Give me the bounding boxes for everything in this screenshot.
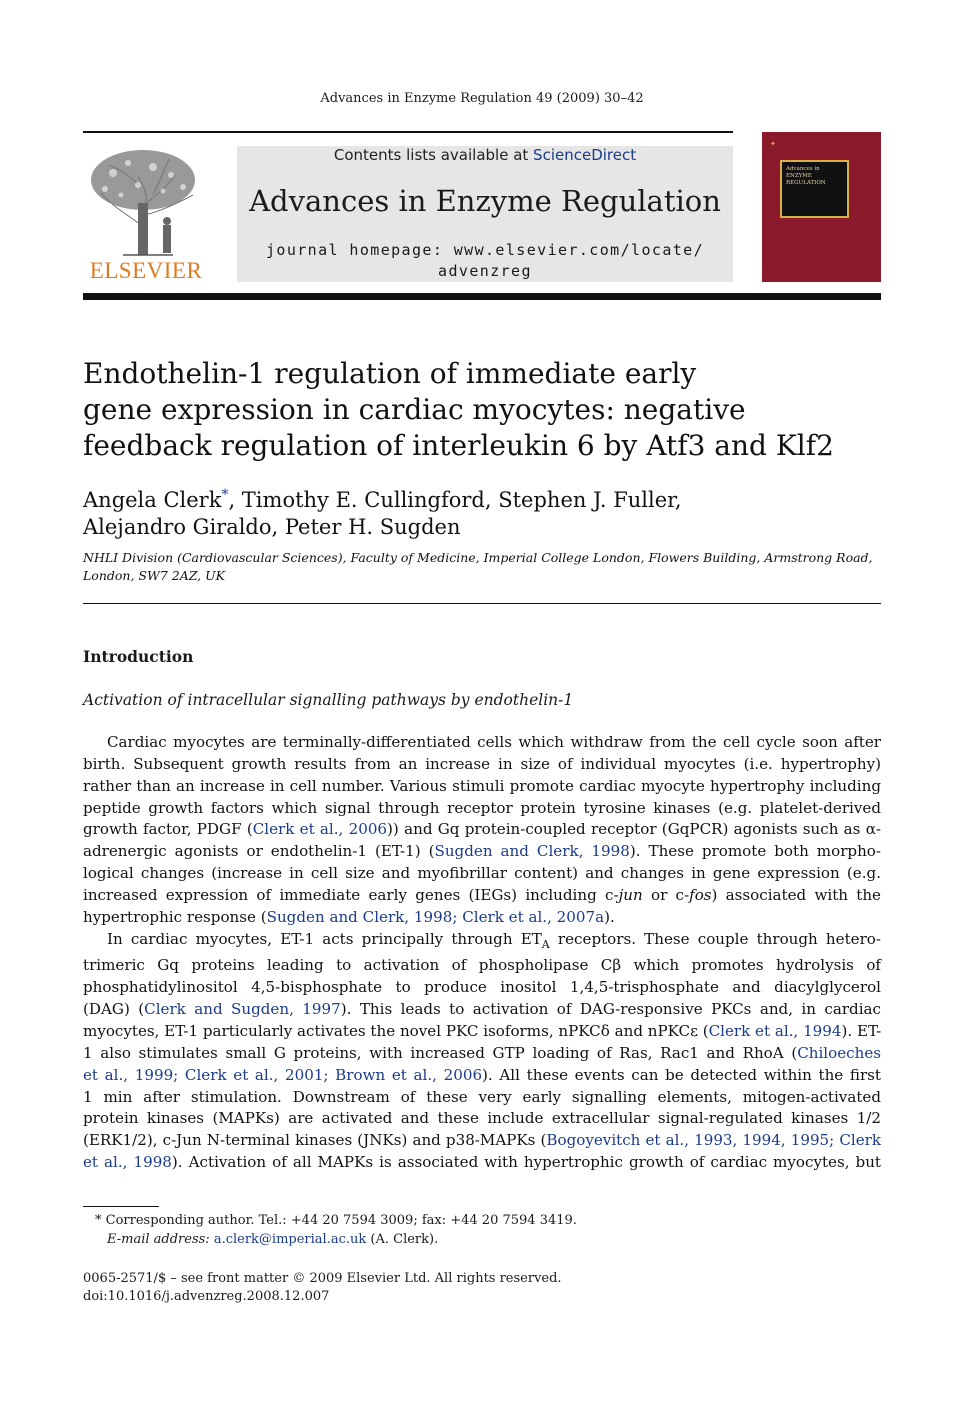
title-line: feedback regulation of interleukin 6 by Atf3 and Klf2 — [83, 429, 834, 462]
contents-prefix: Contents lists available at — [333, 146, 534, 164]
text-run: ). These promote both morpho- — [629, 842, 881, 861]
text-run: hypertrophic response ( — [83, 907, 267, 926]
corresponding-author-mark[interactable]: * — [221, 487, 229, 503]
text-run: (DAG) ( — [83, 1000, 145, 1019]
cover-emblem-icon: ✦ — [770, 140, 776, 148]
journal-homepage[interactable] — [257, 240, 713, 282]
text-run: (ERK1/2), c-Jun N-terminal kinases (JNKs) and p38-MAPKs ( — [83, 1131, 547, 1150]
footnote-text: Corresponding author. Tel.: +44 20 7594 3009; fax: +44 20 7594 3419. — [101, 1213, 577, 1228]
text-run: increased expression of immediate early genes (IEGs) including c- — [83, 885, 619, 904]
text-run: In cardiac myocytes, ET-1 acts principally through ET — [107, 929, 542, 948]
title-line: gene expression in cardiac myocytes: negative — [83, 393, 746, 426]
text-line: rather than an increase in cell number. Various stimuli promote cardiac myocyte hypertrophy including — [83, 776, 881, 795]
text-line: birth. Subsequent growth results from an increase in size of individual myocytes (i.e. hypertrophy) — [83, 754, 881, 773]
text-line — [83, 1065, 881, 1087]
text-run: ) associated with the — [711, 885, 881, 904]
citation-link[interactable]: Clerk et al., 2006 — [252, 820, 388, 839]
text-run: ). This leads to activation of DAG-responsive PKCs and, in cardiac — [340, 1000, 881, 1019]
text-line — [83, 929, 881, 956]
text-run: myocytes, ET-1 particularly activates the novel PKC isoforms, nPKCδ and nPKCε ( — [83, 1021, 709, 1040]
elsevier-wordmark: ELSEVIER — [89, 258, 203, 283]
text-line — [83, 841, 881, 863]
text-run: ). ET- — [841, 1021, 882, 1040]
citation-link[interactable]: et al., 1999; Clerk et al., 2001; Brown et al., 2006 — [83, 1065, 483, 1084]
citation-link[interactable]: Chiloeches — [797, 1043, 881, 1062]
affiliation-rule — [83, 603, 881, 604]
citation-link[interactable]: Sugden and Clerk, 1998; Clerk et al., 2007a — [266, 907, 605, 926]
affiliation: NHLI Division (Cardiovascular Sciences), Faculty of Medicine, Imperial College London, Flowers Building, Armstrong Road, London, SW7 2AZ, UK — [83, 550, 873, 583]
subscript: A — [541, 937, 550, 951]
citation-link[interactable]: et al., 1998 — [83, 1153, 172, 1172]
text-line — [83, 907, 881, 929]
title-line: Endothelin-1 regulation of immediate early — [83, 357, 697, 390]
email-suffix: (A. Clerk). — [366, 1232, 439, 1247]
copyright-line: 0065-2571/$ – see front matter © 2009 Elsevier Ltd. All rights reserved. — [83, 1271, 562, 1286]
text-run: ). Activation of all MAPKs is associated with hypertrophic growth of cardiac myocytes, but — [171, 1153, 881, 1172]
citation-link[interactable]: Bogoyevitch et al., 1993, 1994, 1995; Clerk — [546, 1131, 882, 1150]
text-run: adrenergic agonists or endothelin-1 (ET-1) ( — [83, 842, 435, 861]
footnote-mark: * — [95, 1213, 102, 1228]
text-line: logical changes (increase in cell size and myofibrillar content) and changes in gene expression (e.g. — [83, 864, 881, 883]
text-line: trimeric Gq proteins leading to activation of phospholipase Cβ which promotes hydrolysis of — [83, 956, 881, 975]
footnote — [95, 1211, 875, 1249]
article-title — [83, 356, 883, 464]
text-line: Cardiac myocytes are terminally-differentiated cells which withdraw from the cell cycle soon after — [107, 733, 881, 751]
journal-masthead — [237, 146, 733, 282]
author-list — [83, 482, 883, 541]
footnote-rule — [83, 1206, 159, 1207]
text-line — [83, 1130, 881, 1152]
author-names: , Timothy E. Cullingford, Stephen J. Fuller, — [228, 488, 682, 512]
contents-line — [237, 146, 733, 164]
copyright-block — [83, 1270, 863, 1306]
journal-cover-thumbnail — [762, 132, 881, 282]
email-link[interactable]: a.clerk@imperial.ac.uk — [213, 1232, 367, 1247]
text-line — [83, 999, 881, 1021]
gene-name: jun — [618, 885, 643, 904]
homepage-line-2: advenzreg — [438, 262, 532, 280]
text-run: growth factor, PDGF ( — [83, 820, 253, 839]
cover-title-box: Advances in ENZYME REGULATION — [780, 160, 849, 218]
body-text — [83, 732, 881, 1174]
journal-title: Advances in Enzyme Regulation — [249, 184, 721, 218]
text-run: ). All these events can be detected within the first — [482, 1065, 881, 1084]
text-run: 1 also stimulates small G proteins, with increased GTP loading of Ras, Rac1 and RhoA ( — [83, 1043, 798, 1062]
citation-link[interactable]: Clerk and Sugden, 1997 — [144, 1000, 341, 1019]
paragraph — [83, 929, 881, 1174]
running-head: Advances in Enzyme Regulation 49 (2009) 30–42 — [320, 91, 644, 106]
text-line — [83, 885, 881, 907]
text-run: or c- — [642, 885, 690, 904]
homepage-line-1: journal homepage: www.elsevier.com/locate/ — [265, 241, 705, 259]
text-line — [83, 819, 881, 841]
author-name: Angela Clerk — [83, 488, 222, 512]
sciencedirect-link[interactable]: ScienceDirect — [533, 146, 637, 164]
text-line: peptide growth factors which signal through receptor protein tyrosine kinases (e.g. platelet-derived — [83, 798, 881, 817]
text-line — [83, 1152, 881, 1174]
text-line — [83, 1043, 881, 1065]
text-run: receptors. These couple through hetero- — [549, 929, 881, 948]
section-heading: Introduction — [83, 647, 194, 666]
header-top-rule — [83, 131, 733, 133]
text-line: protein kinases (MAPKs) are activated and these include extracellular signal-regulated kinases 1/2 — [83, 1109, 881, 1128]
paragraph — [83, 732, 881, 929]
text-line: phosphatidylinositol 4,5-bisphosphate to produce inositol 1,4,5-trisphosphate and diacylglycerol — [83, 978, 881, 997]
text-run: )) and Gq protein-coupled receptor (GqPCR) agonists such as α- — [387, 820, 881, 839]
citation-link[interactable]: Sugden and Clerk, 1998 — [434, 842, 630, 861]
email-label: E-mail address: — [107, 1232, 210, 1247]
doi-line: doi:10.1016/j.advenzreg.2008.12.007 — [83, 1289, 330, 1304]
subsection-heading: Activation of intracellular signalling pathways by endothelin-1 — [83, 691, 574, 709]
citation-link[interactable]: Clerk et al., 1994 — [708, 1021, 842, 1040]
text-line — [83, 1021, 881, 1043]
text-line: 1 min after stimulation. Downstream of these very early signalling elements, mitogen-activated — [83, 1087, 881, 1106]
text-run: ). — [604, 907, 615, 926]
header-bottom-rule — [83, 293, 881, 300]
author-names: Alejandro Giraldo, Peter H. Sugden — [83, 515, 461, 539]
gene-name: fos — [689, 885, 712, 904]
